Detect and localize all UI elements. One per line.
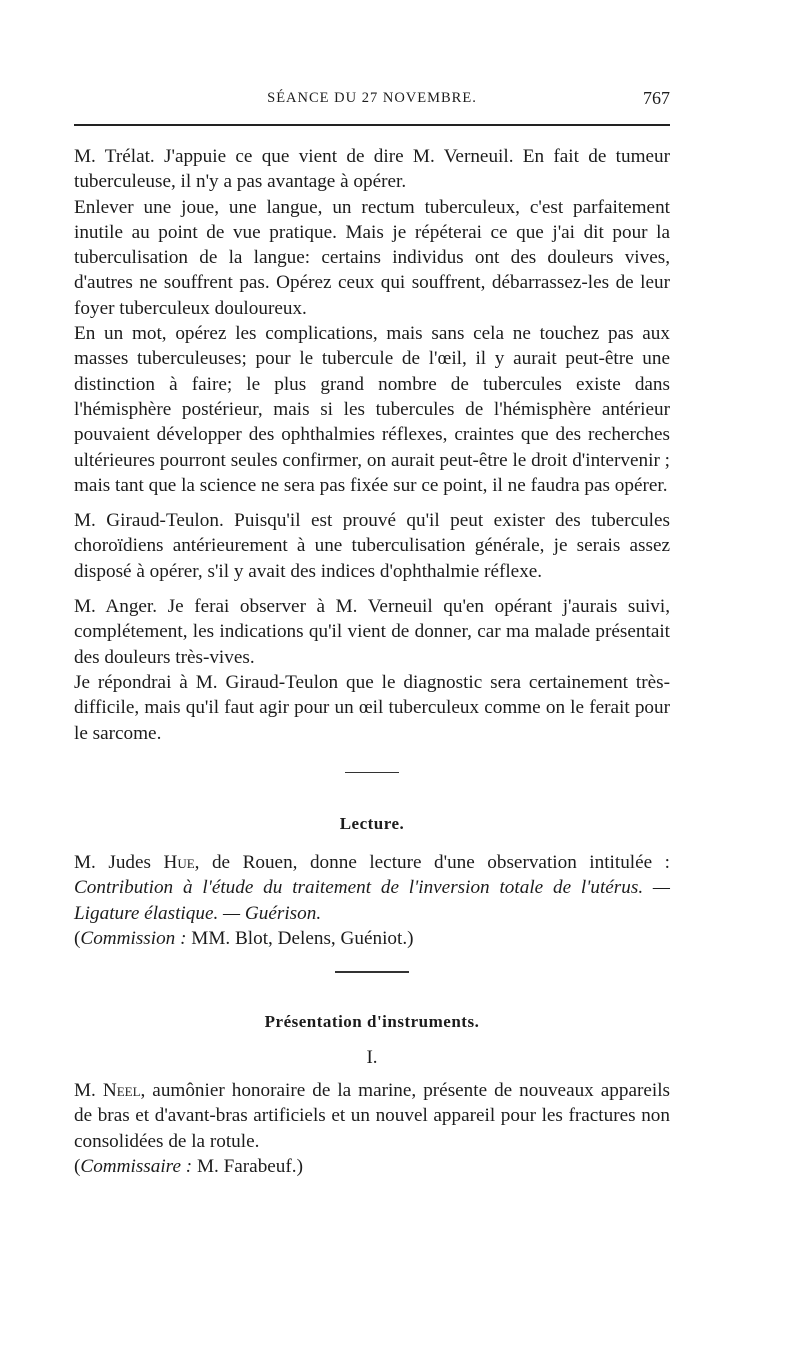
instruments-heading: Présentation d'instruments. bbox=[264, 1012, 480, 1032]
header-rule bbox=[74, 124, 670, 126]
anger-paragraph-2: Je répondrai à M. Giraud-Teulon que le diagnostic sera certainement très-difficile, mais qu'il faut agir pour un œil tuberculeux comme on le ferait pour le sarcome. bbox=[74, 671, 670, 744]
instruments-text: , aumônier honoraire de la marine, présente de nouveaux appareils de bras et d'avant-bras artificiels et un nouvel appareil pour les fractures non consolidées de la rotule. bbox=[74, 1079, 671, 1152]
lecture-intro: M. Judes bbox=[74, 852, 164, 874]
instruments-author-name: Neel bbox=[102, 1079, 141, 1101]
lecture-paragraph bbox=[74, 850, 670, 926]
speaker-trelat: M. Trélat. bbox=[74, 146, 155, 167]
trelat-paragraph-3: En un mot, opérez les complications, mais sans cela ne touchez pas aux masses tuberculeuses; pour le tubercule de l'œil, il y aurait peut-être une distinction à faire; le plus grand nombre de tubercules existe dans l'hémisphère postérieur, mais si les tubercules de l'hémisphère antérieur pouvaient développer des ophthalmies réflexes, craintes que des recherches ultérieures pourront seules confirmer, on aurait peut-être le droit d'intervenir ; mais tant que la science ne sera pas fixée sur ce point, il ne faudra pas opérer. bbox=[74, 323, 670, 496]
commissaire-member: M. Farabeuf.) bbox=[192, 1155, 303, 1177]
trelat-text-1: J'appuie ce que vient de dire M. Verneuil. En fait de tumeur tuberculeuse, il n'y a pas avantage à opérer. bbox=[74, 146, 670, 193]
commissaire-label: Commissaire : bbox=[80, 1155, 193, 1177]
running-head bbox=[74, 80, 670, 120]
trelat-paragraph-2: Enlever une joue, une langue, un rectum tuberculeux, c'est parfaitement inutile au point de vue pratique. Mais je répéterai ce que j'ai dit pour la tuberculisation de la langue: certains individus ont des douleurs vives, d'autres ne souffrent pas. Opérez ceux qui souffrent, débarrassez-les de leur foyer tuberculeux douloureux. bbox=[74, 196, 670, 319]
commission-members: MM. Blot, Delens, Guéniot.) bbox=[186, 928, 414, 950]
commissaire-open: ( bbox=[74, 1155, 81, 1177]
giraud-paragraph bbox=[74, 508, 670, 584]
lecture-commission bbox=[74, 926, 670, 951]
lecture-author-name: Hue bbox=[163, 852, 195, 874]
page bbox=[74, 80, 670, 1179]
instruments-intro: M. bbox=[74, 1079, 103, 1101]
lecture-title: Contribution à l'étude du traitement de l'inversion totale de l'utérus. — Ligature élastique. — Guérison. bbox=[74, 877, 670, 924]
speaker-giraud: M. Giraud-Teulon. bbox=[74, 510, 224, 532]
page-number: 767 bbox=[643, 88, 670, 108]
giraud-text: Puisqu'il est prouvé qu'il peut exister des tubercules choroïdiens antérieurement à une tuberculisation générale, je serais assez disposé à opérer, s'il y avait des indices d'ophthalmie réflexe. bbox=[74, 510, 670, 582]
section-numeral: I. bbox=[366, 1046, 378, 1068]
instruments-commissaire bbox=[74, 1154, 670, 1179]
anger-text-1: Je ferai observer à M. Verneuil qu'en opérant j'aurais suivi, complétement, les indications qu'il vient de donner, car ma malade présentait des douleurs très-vives. bbox=[74, 596, 670, 668]
body-text bbox=[74, 144, 670, 1179]
lecture-after-name: , de Rouen, donne lecture d'une observation intitulée : bbox=[194, 852, 670, 874]
running-title: SÉANCE DU 27 NOVEMBRE. bbox=[267, 90, 477, 106]
lecture-heading: Lecture. bbox=[339, 813, 405, 833]
speaker-anger: M. Anger. bbox=[74, 596, 158, 618]
commission-label: Commission : bbox=[80, 928, 187, 950]
anger-paragraph-1 bbox=[74, 594, 670, 670]
instruments-paragraph bbox=[74, 1078, 670, 1154]
commission-open: ( bbox=[74, 928, 81, 950]
trelat-paragraph-1 bbox=[74, 144, 670, 195]
